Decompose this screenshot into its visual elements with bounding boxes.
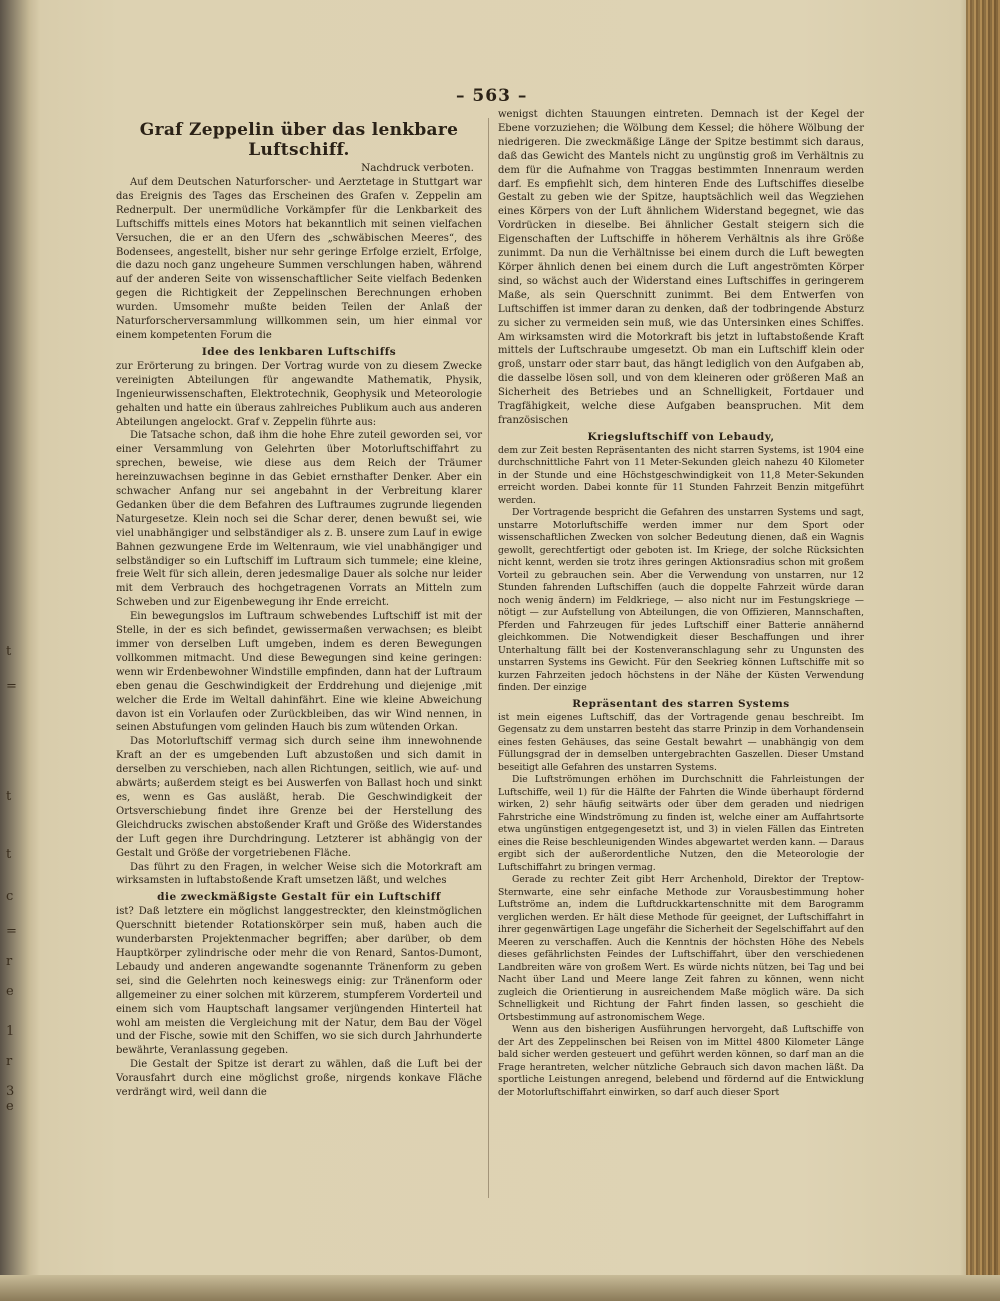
left-column [116,108,482,1100]
margin-fragment: = [6,679,17,694]
page-number-dash-right: – [510,86,528,106]
paragraph: Auf dem Deutschen Naturforscher- und Aerztetage in Stuttgart war das Ereignis des Tages das Erscheinen des Grafen v. Zeppelin am Rednerpult. Der unermüdliche Vorkämpfer für die Lenkbarkeit des Luftschiffs mittels eines Motors hat bekanntlich mit seinen vielfachen Versuchen, die er an den Ufern des „schwäbischen Meeres“, des Bodensees, angestellt, bisher nur sehr geringe Erfolge erzielt, Erfolge, die dazu noch ganz ungeheure Summen verschlungen haben, während auf der anderen Seite von wissenschaftlicher Seite vielfach Bedenken gegen die Richtigkeit der Zeppelinschen Berechnungen erhoben wurden. Umsomehr mußte beiden Teilen der Anlaß der Naturforscherversammlung willkommen sein, um hier einmal vor einem kompetenten Forum die [116,177,482,341]
margin-fragment: r [6,1054,13,1069]
article-title: Graf Zeppelin über das lenkbare Luftschiff. [139,120,459,160]
paragraph: Die Gestalt der Spitze ist derart zu wählen, daß die Luft bei der Vorausfahrt durch eine möglichst große, nirgends konkave Fläche verdrängt wird, weil dann die [116,1059,482,1099]
section-heading: Kriegsluftschiff von Lebaudy, [587,430,775,443]
page-bottom-edge [0,1275,1000,1301]
margin-fragment: t [6,644,12,659]
book-fore-edge [966,0,1000,1301]
paragraph: ist? Daß letztere ein möglichst langgestreckter, den kleinstmöglichen Querschnitt bietender Rotationskörper sein muß, haben auch die wunderbarsten Projektenmacher begriffen; aber darüber, ob dem Hauptkörper zylindrische oder mehr die von Renard, Santos-Dumont, Lebaudy und anderen angewandte sogenannte Tränenform zu geben sei, sind die Gelehrten noch keineswegs einig: zur Tränenform oder allgemeiner zu einer solchen mit kürzerem, stumpferem Vorderteil und einem sich vom Hauptschaft langsamer verjüngenden Hinterteil hat wohl am meisten die Vergleichung mit der Natur, dem Bau der Vögel und der Fische, sowie mit den Schiffen, wo sie sich durch Jahrhunderte bewährte, Veranlassung gegeben. [116,906,482,1057]
paragraph: Die Luftströmungen erhöhen im Durchschnitt die Fahrleistungen der Luftschiffe, weil 1) für die Hälfte der Fahrten die Winde überhaupt fördernd wirken, 2) sehr häufig seitwärts oder über dem geraden und niedrigen Fahrstriche eine Windströmung zu finden ist, welche einer am Auffahrtsorte etwa ungünstigen entgegengesetzt ist, und 3) in vielen Fällen das Eintreten eines die Reise beschleunigenden Windes abgewartet werden kann. — Daraus ergibt sich der außerordentliche Nutzen, den die Meteorologie der Luftschiffahrt zu bringen vermag. [498,774,864,873]
paragraph: ist mein eigenes Luftschiff, das der Vortragende genau beschreibt. Im Gegensatz zu dem unstarren besteht das starre Prinzip in dem Vorhandensein eines festen Gehäuses, das seine Gestalt bewahrt — unabhängig von dem Füllungsgrad der in demselben untergebrachten Gaszellen. Dieser Umstand beseitigt alle Gefahren des unstarren Systems. [498,711,864,773]
margin-fragment: = [6,924,17,939]
byline: Nachdruck verboten. [361,162,474,174]
section-heading: Idee des lenkbaren Luftschiffs [201,345,397,358]
margin-fragment: r [6,954,13,969]
margin-fragment: 1 [6,1024,15,1039]
margin-fragment: e [6,1099,14,1114]
paragraph: Ein bewegungslos im Luftraum schwebendes Luftschiff ist mit der Stelle, in der es sich befindet, gewissermaßen verwachsen; es bleibt immer von derselben Luft umgeben, indem es deren Bewegungen vollkommen mitmacht. Und diese Bewegungen sind keine geringen: wenn wir Erdenbewohner Windstille empfinden, dann hat der Luftraum eben genau die Geschwindigkeit der Erddrehung und diejenige ,mit welcher die Erde im Weltall dahinfährt. Eine wie kleine Abweichung davon ist ein Vorlaufen oder Zurückbleiben, das wir Wind nennen, in seinen Abstufungen vom gelinden Hauch bis zum wütenden Orkan. [116,611,482,734]
section-heading: die zweckmäßigste Gestalt für ein Luftschiff [157,891,441,904]
small-print-block [498,445,864,695]
paragraph: Die Tatsache schon, daß ihm die hohe Ehre zuteil geworden sei, vor einer Versammlung von Gelehrten über Motorluftschiffahrt zu sprechen, beweise, wie diese aus dem Reich der Träumer hereinzuwachsen beginne in das Gebiet ernsthafter Denker. Aber ein schwacher Anfang nur sei angebahnt in der Verbreitung klarer Gedanken über die dem Befahren des Luftraumes zugrunde liegenden Naturgesetze. Klein noch sei die Schar derer, denen bewußt sei, wie viel unabhängiger und selbständiger als z. B. unsere zum Lauf in ewige Bahnen gezwungene Erde im Weltenraum, wie viel unabhängiger und selbständiger so ein Luftschiff im Luftraum sich tummele; eine kleine, freie Welt für sich allein, deren jedesmalige Dauer als solche nur leider mit dem Verbrauch des hochgetragenen Vorrats an Mitteln zum Schweben und zur Eigenbewegung ihr Ende erreicht. [116,430,482,609]
small-print-block [498,712,864,1100]
page-number-value: 563 [472,86,511,106]
margin-fragment: t [6,847,12,862]
margin-fragment: t [6,789,12,804]
margin-fragment: 3 [6,1084,15,1099]
paragraph: Wenn aus den bisherigen Ausführungen hervorgeht, daß Luftschiffe von der Art des Zeppelinschen bei Reisen von im Mittel 4800 Kilometer Länge bald sicher werden gesteuert und geführt werden können, so darf man an die Frage herantreten, welcher nützliche Gebrauch sich davon machen läßt. Da sportliche Leistungen anregend, belebend und fördernd auf die Entwicklung der Motorluftschiffahrt einwirken, so darf auch dieser Sport [498,1024,864,1098]
paragraph: Gerade zu rechter Zeit gibt Herr Archenhold, Direktor der Treptow-Sternwarte, eine sehr einfache Methode zur Vorausbestimmung hoher Luftströme an, indem die Luftdruckkartenschnitte mit dem Barogramm verglichen werden. Er hält diese Methode für geeignet, der Luftschiffahrt in ihrer gegenwärtigen Lage ungefähr die Sicherheit der Segelschiffahrt auf den Meeren zu verschaffen. Auch die Kenntnis der höchsten Höhe des Nebels dieses gefährlichsten Feindes der Luftschiffahrt, über den verschiedenen Landbreiten wäre von großem Wert. Es würde nichts nützen, bei Tag und bei Nacht über Land und Meere lange Zeit fahren zu können, wenn nicht zugleich die Orientierung in ausreichendem Maße möglich wäre. Da sich Schnelligkeit und Richtung der Fahrt finden lassen, so geschieht die Ortsbestimmung auf astronomischem Wege. [498,874,864,1023]
paragraph: Das Motorluftschiff vermag sich durch seine ihm innewohnende Kraft an der es umgebenden Luft abzustoßen und sich damit in derselben zu verschieben, nach allen Richtungen, seitlich, wie auf- und abwärts; außerdem steigt es bei Auswerfen von Ballast hoch und sinkt es, wenn es Gas ausläßt, herab. Die Geschwindigkeit der Ortsverschiebung findet ihre Grenze bei der Herstellung des Gleichdrucks zwischen abstoßender Kraft und Größe des Widerstandes der Luft gegen ihre Durchdringung. Letzterer ist abhängig von der Gestalt und Größe der vorgetriebenen Fläche. [116,736,482,859]
paragraph: Das führt zu den Fragen, in welcher Weise sich die Motorkraft am wirksamsten in luftabstoßende Kraft umsetzen läßt, und welches [116,861,482,887]
paragraph: dem zur Zeit besten Repräsentanten des nicht starren Systems, ist 1904 eine durchschnittliche Fahrt von 11 Meter-Sekunden gleich nahezu 40 Kilometer in der Stunde und eine Höchstgeschwindigkeit von 11,8 Meter-Sekunden erreicht worden. Dabei konnte für 11 Stunden Fahrzeit Benzin mitgeführt werden. [498,444,864,506]
paragraph: Der Vortragende bespricht die Gefahren des unstarren Systems und sagt, unstarre Motorluftschiffe werden immer nur dem Sport oder wissenschaftlichen Zwecken von solcher Bedeutung dienen, daß ein Wagnis gewollt, gerechtfertigt oder geboten ist. Im Kriege, der solche Rücksichten nicht kennt, werden sie trotz ihres geringen Aktionsradius schon mit großem Vorteil zu gebrauchen sein. Aber die Verwendung von unstarren, nur 12 Stunden fahrenden Luftschiffen (auch die doppelte Fahrzeit würde daran noch wenig ändern) im Feldkriege, — also nicht nur im Festungskriege — nötigt — zur Aufstellung von Abteilungen, die von Offizieren, Mannschaften, Pferden und Fahrzeugen für jedes Luftschiff einer Batterie annähernd gleichkommen. Die Notwendigkeit dieser Beschaffungen und ihrer Unterhaltung fällt bei der Kostenveranschlagung sehr zu Ungunsten des unstarren Systems ins Gewicht. Für den Seekrieg können Luftschiffe mit so kurzen Fahrzeiten jedoch höchstens in der Nähe der Küsten Verwendung finden. Der einzige [498,507,864,694]
section-heading: Repräsentant des starren Systems [572,697,790,710]
right-column [498,108,864,1099]
page-number-dash-left: – [456,86,473,106]
margin-fragment: c [6,889,14,904]
paragraph: zur Erörterung zu bringen. Der Vortrag wurde von zu diesem Zwecke vereinigten Abteilungen für angewandte Mathematik, Physik, Ingenieurwissenschaften, Elektrotechnik, Geophysik und Meteorologie gehalten und hatte ein überaus zahlreiches Publikum auch aus anderen Abteilungen angelockt. Graf v. Zeppelin führte aus: [116,360,482,428]
facing-page-edge [0,0,30,1301]
paragraph: wenigst dichten Stauungen eintreten. Demnach ist der Kegel der Ebene vorzuziehen; die Wölbung dem Kessel; die höhere Wölbung der niedrigeren. Die zweckmäßige Länge der Spitze bestimmt sich daraus, daß das Gewicht des Mantels nicht zu ungünstig groß im Verhältnis zu dem für die Aufnahme von Traggas bestimmten Innenraum werden darf. Es empfiehlt sich, dem hinteren Ende des Luftschiffes dieselbe Gestalt zu geben wie der Spitze, hauptsächlich weil das Wegziehen eines Körpers von der Luft ähnlichem Widerstand begegnet, wie das Vordrücken in dieselbe. Bei ähnlicher Gestalt steigern sich die Eigenschaften der Luftschiffe in höherem Verhältnis als ihre Größe zunimmt. Da nun die Verhältnisse bei einem durch die Luft bewegten Körper ähnlich denen bei einem durch die Luft angeströmten Körper sind, so wächst auch der Widerstand eines Luftschiffes in geringerem Maße, als sein Querschnitt zunimmt. Bei dem Entwerfen von Luftschiffen ist immer daran zu denken, daß der todbringende Absturz zu sicher zu vermeiden sein muß, wie das Untersinken eines Schiffes. Am wirksamsten wird die Motorkraft bis jetzt in luftabstoßende Kraft mittels der Luftschraube umgesetzt. Ob man ein Luftschiff klein oder groß, unstarr oder starr baut, das hängt lediglich von den Aufgaben ab, die dasselbe lösen soll, und von dem kleineren oder größeren Maß an Sicherheit des Betriebes und an Schnelligkeit, Fortdauer und Tragfähigkeit, welche diese Aufgaben beanspruchen. Mit dem französischen [498,109,864,426]
column-divider [488,118,489,1198]
page-number [456,86,527,106]
margin-fragment: e [6,984,14,999]
